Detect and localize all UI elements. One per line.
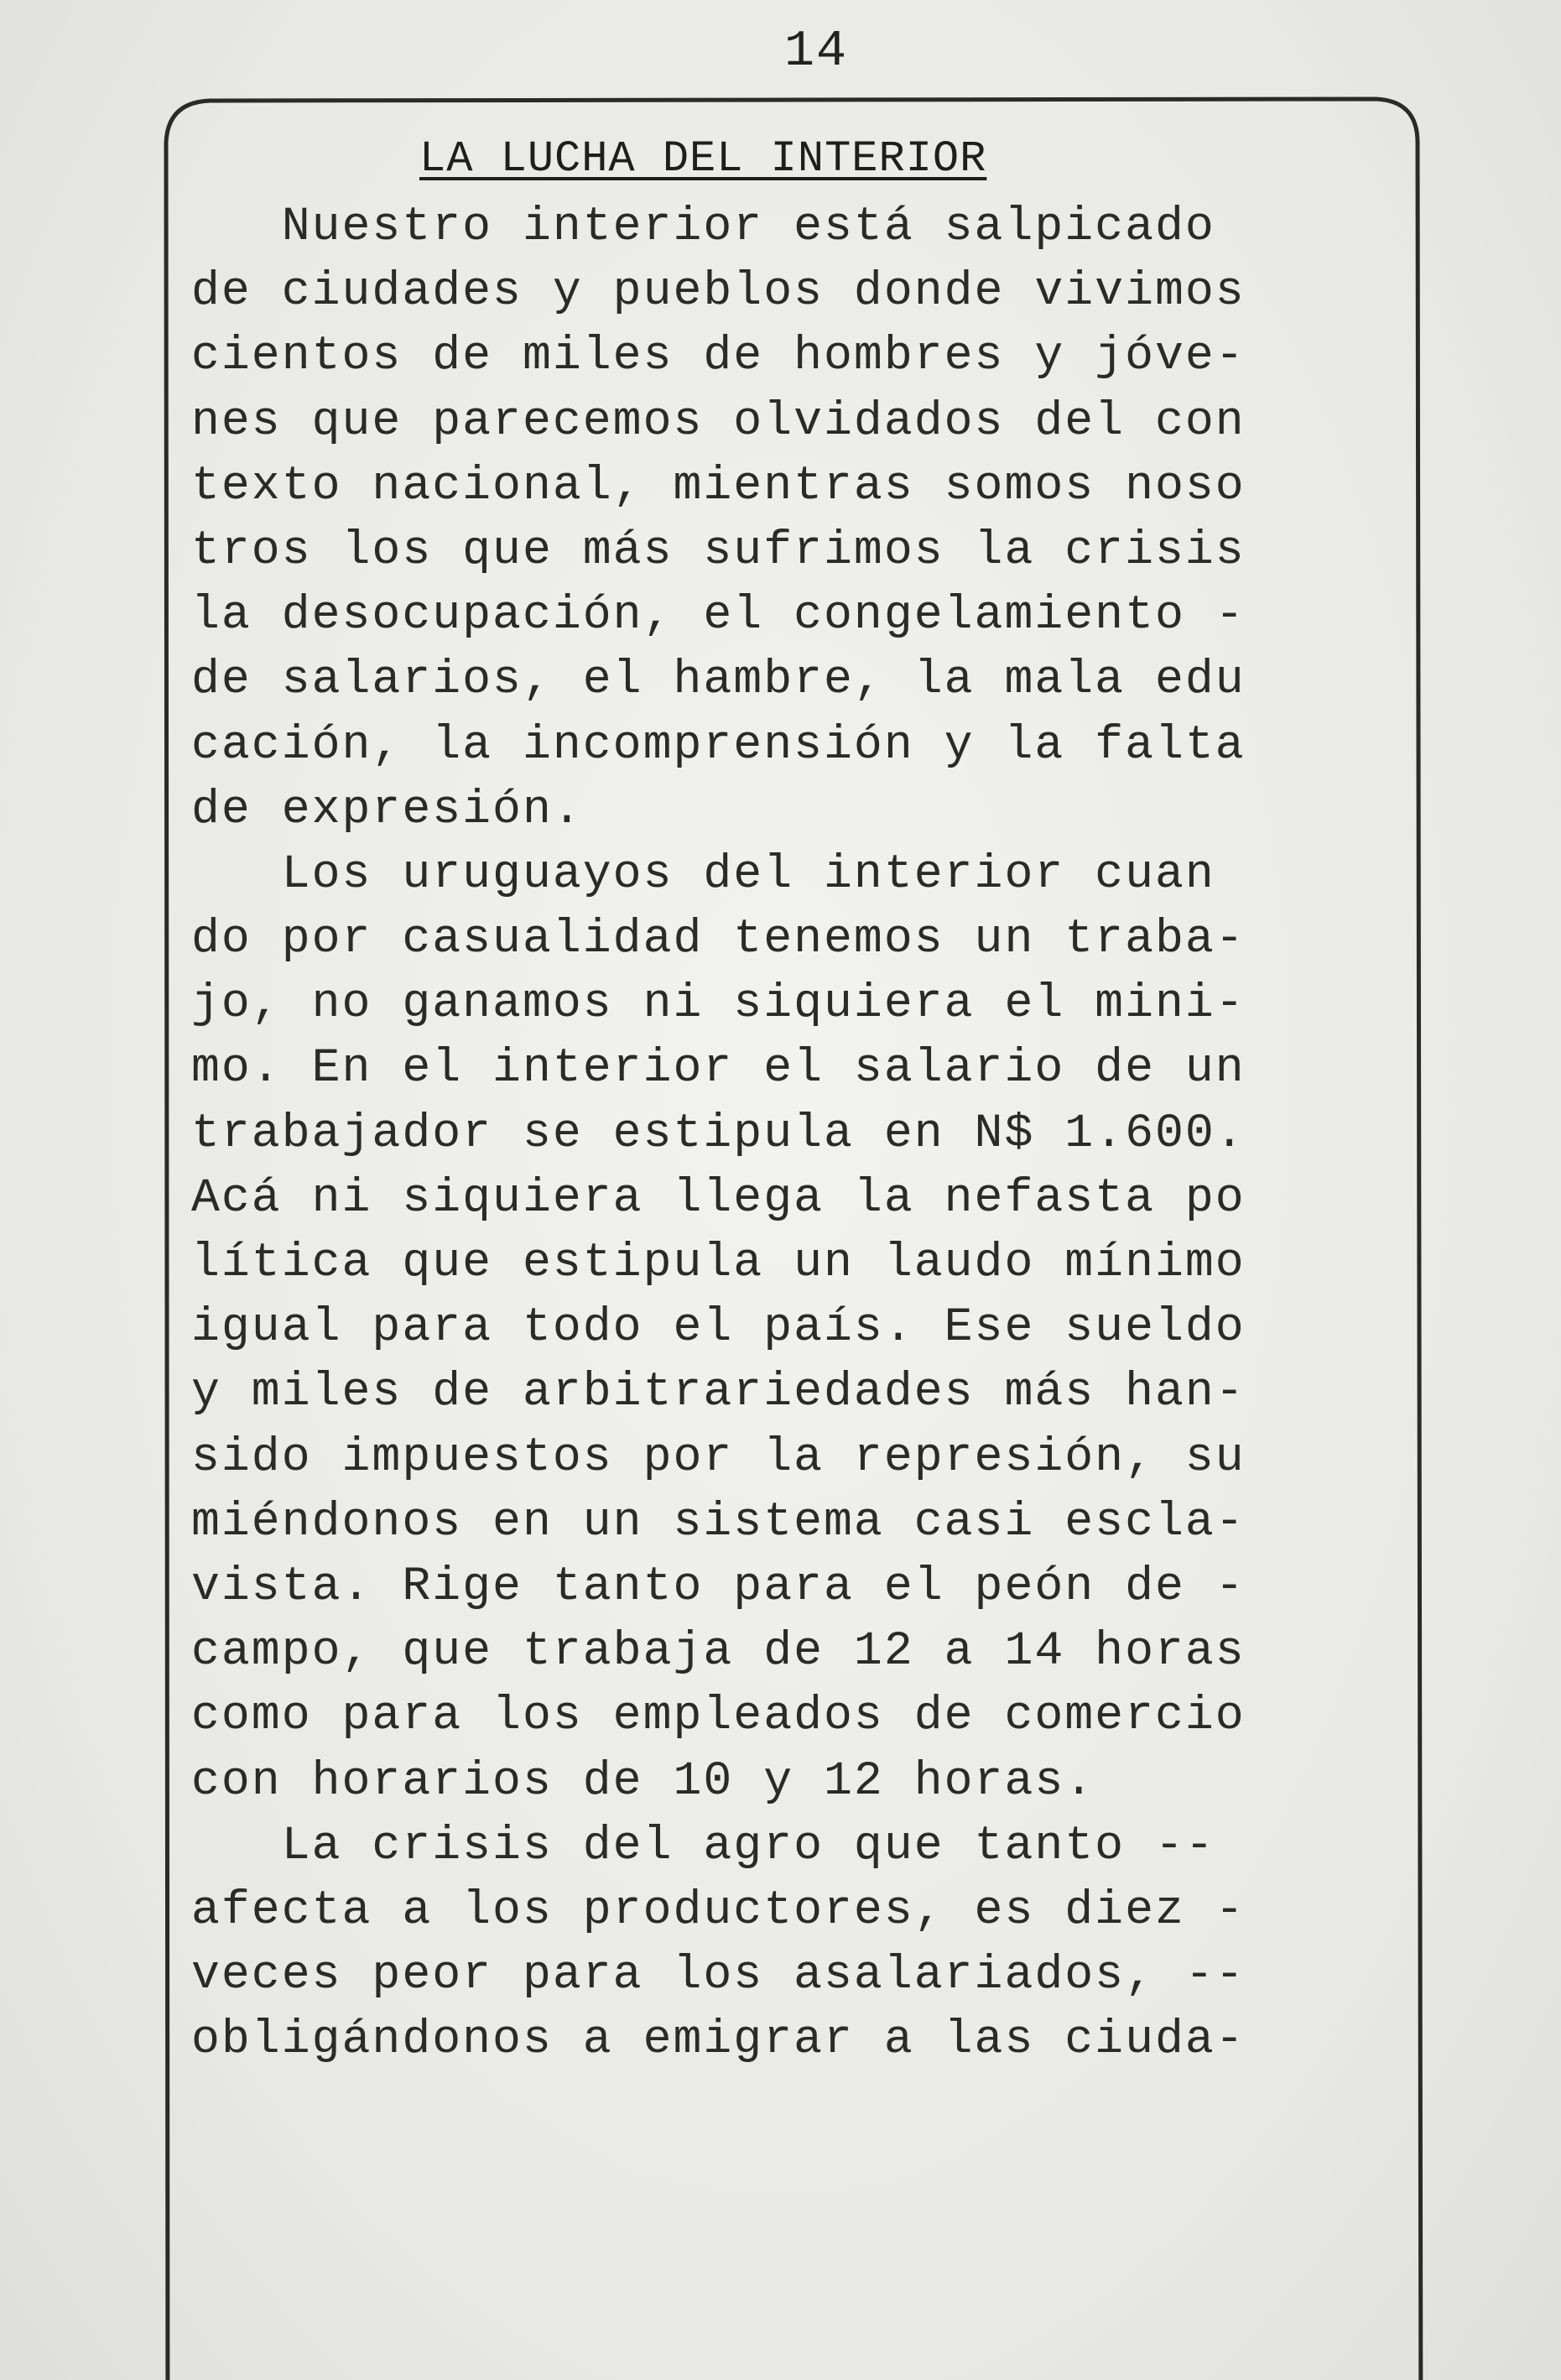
text-line: con horarios de 10 y 12 horas. [191, 1753, 1095, 1808]
text-line: lítica que estipula un laudo mínimo [191, 1236, 1246, 1289]
text-line: veces peor para los asalariados, -- [191, 1948, 1246, 2002]
text-line: igual para todo el país. Ese sueldo [191, 1300, 1246, 1355]
text-line: afecta a los productores, es diez - [191, 1883, 1246, 1937]
text-line: Acá ni siquiera llega la nefasta po [191, 1170, 1246, 1225]
page-number: 14 [784, 23, 849, 81]
text-line: mo. En el interior el salario de un [191, 1041, 1246, 1096]
text-line: La crisis del agro que tanto -- [191, 1818, 1215, 1872]
text-line: do por casualidad tenemos un traba- [191, 912, 1246, 966]
text-line: como para los empleados de comercio [191, 1689, 1246, 1743]
text-line: nes que parecemos olvidados del con [191, 393, 1246, 448]
article-body [191, 195, 1366, 2072]
text-line: campo, que trabaja de 12 a 14 horas [191, 1624, 1246, 1679]
text-line: y miles de arbitrariedades más han- [191, 1365, 1246, 1419]
text-line: cación, la incomprensión y la falta [191, 717, 1246, 772]
text-line: vista. Rige tanto para el peón de - [191, 1559, 1246, 1613]
article-title: LA LUCHA DEL INTERIOR [419, 134, 987, 184]
text-line: de expresión. [191, 782, 583, 836]
text-line: jo, no ganamos ni siquiera el mini- [191, 976, 1246, 1031]
text-line: trabajador se estipula en N$ 1.600. [191, 1106, 1246, 1160]
text-line: sido impuestos por la represión, su [191, 1430, 1246, 1484]
text-line: Los uruguayos del interior cuan [191, 846, 1215, 901]
text-line: cientos de miles de hombres y jóve- [191, 329, 1246, 383]
text-line: miéndonos en un sistema casi escla- [191, 1494, 1246, 1549]
text-line: texto nacional, mientras somos noso [191, 458, 1246, 513]
text-line: la desocupación, el congelamiento - [191, 588, 1246, 643]
text-line: obligándonos a emigrar a las ciuda- [191, 2013, 1246, 2067]
text-line: de salarios, el hambre, la mala edu [191, 653, 1246, 707]
text-line: Nuestro interior está salpicado [191, 200, 1215, 253]
text-line: de ciudades y pueblos donde vivimos [191, 264, 1246, 319]
text-line: tros los que más sufrimos la crisis [191, 523, 1246, 577]
